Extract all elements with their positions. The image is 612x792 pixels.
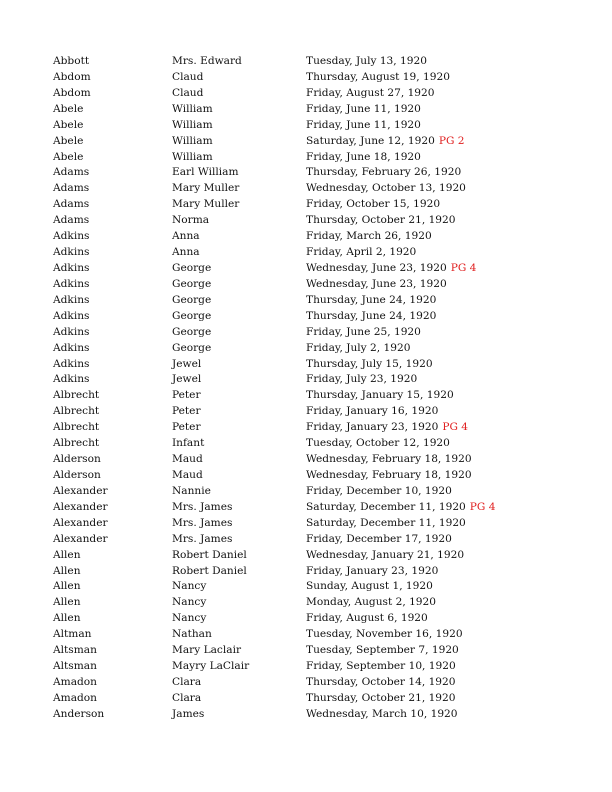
date-cell bbox=[306, 86, 566, 102]
first-name: Mayry LaClair bbox=[172, 660, 250, 673]
date: Friday, January 23, 1920 bbox=[306, 421, 439, 434]
date-cell bbox=[306, 404, 566, 420]
last-name: Allen bbox=[53, 612, 81, 625]
first-name: Mary Laclair bbox=[172, 644, 242, 657]
record-row bbox=[53, 468, 573, 484]
last-name: Adams bbox=[53, 182, 90, 195]
date: Saturday, December 11, 1920 bbox=[306, 516, 466, 529]
first-name: William bbox=[172, 134, 213, 147]
first-name: Earl William bbox=[172, 166, 239, 179]
date: Friday, June 18, 1920 bbox=[306, 150, 421, 163]
first-name: William bbox=[172, 118, 213, 131]
first-name: George bbox=[172, 277, 212, 290]
last-name: Abele bbox=[53, 150, 84, 163]
first-name: George bbox=[172, 341, 212, 354]
date: Thursday, October 21, 1920 bbox=[306, 214, 456, 227]
date: Friday, December 10, 1920 bbox=[306, 484, 452, 497]
last-name: Adkins bbox=[53, 293, 90, 306]
record-row bbox=[53, 70, 573, 86]
first-name: Mrs. James bbox=[172, 516, 233, 529]
record-row bbox=[53, 134, 573, 150]
first-name: Infant bbox=[172, 437, 205, 450]
record-row bbox=[53, 341, 573, 357]
record-row bbox=[53, 564, 573, 580]
last-name: Albrecht bbox=[53, 405, 100, 418]
page-reference: PG 4 bbox=[450, 261, 477, 274]
first-name: Claud bbox=[172, 70, 204, 83]
record-row bbox=[53, 277, 573, 293]
date: Friday, April 2, 1920 bbox=[306, 246, 417, 259]
first-name: George bbox=[172, 309, 212, 322]
date: Thursday, June 24, 1920 bbox=[306, 309, 437, 322]
date: Friday, June 11, 1920 bbox=[306, 118, 421, 131]
date-cell bbox=[306, 213, 566, 229]
first-name: Peter bbox=[172, 405, 201, 418]
date-cell bbox=[306, 420, 566, 436]
last-name: Albrecht bbox=[53, 421, 100, 434]
record-row bbox=[53, 261, 573, 277]
date: Friday, August 6, 1920 bbox=[306, 612, 428, 625]
date-cell bbox=[306, 388, 566, 404]
first-name: Nancy bbox=[172, 612, 207, 625]
first-name: Maud bbox=[172, 453, 203, 466]
record-row bbox=[53, 436, 573, 452]
last-name: Adkins bbox=[53, 261, 90, 274]
last-name: Adkins bbox=[53, 341, 90, 354]
record-row bbox=[53, 420, 573, 436]
record-row bbox=[53, 229, 573, 245]
record-row bbox=[53, 245, 573, 261]
date-cell bbox=[306, 197, 566, 213]
record-row bbox=[53, 675, 573, 691]
record-row bbox=[53, 691, 573, 707]
date: Friday, August 27, 1920 bbox=[306, 86, 435, 99]
date: Friday, March 26, 1920 bbox=[306, 230, 432, 243]
date: Friday, June 25, 1920 bbox=[306, 325, 421, 338]
date: Wednesday, June 23, 1920 bbox=[306, 261, 447, 274]
record-row bbox=[53, 197, 573, 213]
first-name: Anna bbox=[172, 246, 200, 259]
first-name: Mrs. James bbox=[172, 500, 233, 513]
date-cell bbox=[306, 325, 566, 341]
date-cell bbox=[306, 564, 566, 580]
record-row bbox=[53, 595, 573, 611]
date: Tuesday, November 16, 1920 bbox=[306, 628, 463, 641]
last-name: Albrecht bbox=[53, 437, 100, 450]
record-row bbox=[53, 707, 573, 723]
date-cell bbox=[306, 118, 566, 134]
last-name: Adkins bbox=[53, 230, 90, 243]
date-cell bbox=[306, 436, 566, 452]
last-name: Allen bbox=[53, 548, 81, 561]
first-name: Peter bbox=[172, 421, 201, 434]
first-name: George bbox=[172, 325, 212, 338]
last-name: Anderson bbox=[53, 707, 105, 720]
date: Tuesday, October 12, 1920 bbox=[306, 437, 450, 450]
last-name: Adkins bbox=[53, 357, 90, 370]
record-row bbox=[53, 611, 573, 627]
date: Sunday, August 1, 1920 bbox=[306, 580, 433, 593]
first-name: James bbox=[172, 707, 205, 720]
record-row bbox=[53, 516, 573, 532]
date: Thursday, October 14, 1920 bbox=[306, 675, 456, 688]
last-name: Alexander bbox=[53, 484, 108, 497]
page-reference: PG 4 bbox=[469, 500, 496, 513]
date-cell bbox=[306, 548, 566, 564]
record-row bbox=[53, 452, 573, 468]
date-cell bbox=[306, 261, 566, 277]
date-cell bbox=[306, 643, 566, 659]
first-name: Robert Daniel bbox=[172, 564, 247, 577]
record-row bbox=[53, 627, 573, 643]
date: Friday, July 23, 1920 bbox=[306, 373, 418, 386]
date: Friday, September 10, 1920 bbox=[306, 660, 456, 673]
date-cell bbox=[306, 277, 566, 293]
record-row bbox=[53, 643, 573, 659]
last-name: Amadon bbox=[53, 691, 97, 704]
date: Monday, August 2, 1920 bbox=[306, 596, 437, 609]
last-name: Albrecht bbox=[53, 389, 100, 402]
last-name: Abele bbox=[53, 118, 84, 131]
date: Friday, July 2, 1920 bbox=[306, 341, 411, 354]
date: Tuesday, July 13, 1920 bbox=[306, 55, 427, 67]
last-name: Allen bbox=[53, 580, 81, 593]
last-name: Abele bbox=[53, 134, 84, 147]
first-name: William bbox=[172, 150, 213, 163]
record-row bbox=[53, 388, 573, 404]
date-cell bbox=[306, 134, 566, 150]
last-name: Allen bbox=[53, 564, 81, 577]
record-row bbox=[53, 659, 573, 675]
record-row bbox=[53, 325, 573, 341]
date-cell bbox=[306, 357, 566, 373]
date: Friday, January 16, 1920 bbox=[306, 405, 439, 418]
first-name: Jewel bbox=[172, 373, 202, 386]
last-name: Alexander bbox=[53, 516, 108, 529]
last-name: Allen bbox=[53, 596, 81, 609]
page-reference: PG 2 bbox=[438, 134, 465, 147]
record-row bbox=[53, 86, 573, 102]
first-name: Mrs. James bbox=[172, 532, 233, 545]
date: Thursday, January 15, 1920 bbox=[306, 389, 454, 402]
date-cell bbox=[306, 707, 566, 723]
date: Wednesday, February 18, 1920 bbox=[306, 468, 472, 481]
date-cell bbox=[306, 181, 566, 197]
date: Friday, June 11, 1920 bbox=[306, 102, 421, 115]
record-row bbox=[53, 404, 573, 420]
record-row bbox=[53, 150, 573, 166]
date-cell bbox=[306, 659, 566, 675]
record-row bbox=[53, 579, 573, 595]
first-name: William bbox=[172, 102, 213, 115]
records-list bbox=[53, 54, 573, 723]
last-name: Adkins bbox=[53, 309, 90, 322]
date-cell bbox=[306, 691, 566, 707]
last-name: Alderson bbox=[53, 468, 101, 481]
last-name: Adams bbox=[53, 214, 90, 227]
first-name: Claud bbox=[172, 86, 204, 99]
record-row bbox=[53, 500, 573, 516]
first-name: Maud bbox=[172, 468, 203, 481]
date: Thursday, August 19, 1920 bbox=[306, 70, 450, 83]
date: Thursday, February 26, 1920 bbox=[306, 166, 462, 179]
first-name: Clara bbox=[172, 675, 202, 688]
last-name: Abdom bbox=[53, 70, 91, 83]
last-name: Altsman bbox=[53, 644, 97, 657]
date-cell bbox=[306, 611, 566, 627]
last-name: Alderson bbox=[53, 453, 101, 466]
last-name: Adkins bbox=[53, 373, 90, 386]
date-cell bbox=[306, 675, 566, 691]
date: Thursday, October 21, 1920 bbox=[306, 691, 456, 704]
last-name: Abele bbox=[53, 102, 84, 115]
date-cell bbox=[306, 579, 566, 595]
date-cell bbox=[306, 468, 566, 484]
last-name: Abbott bbox=[53, 55, 90, 67]
date: Friday, October 15, 1920 bbox=[306, 198, 441, 211]
date-cell bbox=[306, 70, 566, 86]
record-row bbox=[53, 532, 573, 548]
page-reference: PG 4 bbox=[442, 421, 469, 434]
date-cell bbox=[306, 102, 566, 118]
date: Friday, January 23, 1920 bbox=[306, 564, 439, 577]
last-name: Alexander bbox=[53, 500, 108, 513]
first-name: George bbox=[172, 261, 212, 274]
record-row bbox=[53, 357, 573, 373]
first-name: George bbox=[172, 293, 212, 306]
date: Thursday, July 15, 1920 bbox=[306, 357, 433, 370]
first-name: Mrs. Edward bbox=[172, 55, 242, 67]
record-row bbox=[53, 181, 573, 197]
date: Wednesday, March 10, 1920 bbox=[306, 707, 458, 720]
first-name: Anna bbox=[172, 230, 200, 243]
first-name: Nannie bbox=[172, 484, 211, 497]
date: Wednesday, February 18, 1920 bbox=[306, 453, 472, 466]
date: Saturday, December 11, 1920 bbox=[306, 500, 466, 513]
first-name: Clara bbox=[172, 691, 202, 704]
date: Wednesday, June 23, 1920 bbox=[306, 277, 447, 290]
first-name: Nancy bbox=[172, 596, 207, 609]
record-row bbox=[53, 118, 573, 134]
first-name: Mary Muller bbox=[172, 182, 240, 195]
date-cell bbox=[306, 484, 566, 500]
first-name: Robert Daniel bbox=[172, 548, 247, 561]
last-name: Alexander bbox=[53, 532, 108, 545]
record-row bbox=[53, 102, 573, 118]
date: Friday, December 17, 1920 bbox=[306, 532, 452, 545]
date-cell bbox=[306, 293, 566, 309]
date-cell bbox=[306, 245, 566, 261]
last-name: Adkins bbox=[53, 277, 90, 290]
last-name: Adams bbox=[53, 166, 90, 179]
record-row bbox=[53, 548, 573, 564]
last-name: Abdom bbox=[53, 86, 91, 99]
record-row bbox=[53, 309, 573, 325]
record-row bbox=[53, 54, 573, 70]
first-name: Mary Muller bbox=[172, 198, 240, 211]
first-name: Jewel bbox=[172, 357, 202, 370]
record-row bbox=[53, 165, 573, 181]
date-cell bbox=[306, 165, 566, 181]
last-name: Altsman bbox=[53, 660, 97, 673]
date-cell bbox=[306, 516, 566, 532]
last-name: Amadon bbox=[53, 675, 97, 688]
first-name: Norma bbox=[172, 214, 210, 227]
date-cell bbox=[306, 595, 566, 611]
date-cell bbox=[306, 229, 566, 245]
date-cell bbox=[306, 627, 566, 643]
last-name: Adkins bbox=[53, 325, 90, 338]
date: Tuesday, September 7, 1920 bbox=[306, 644, 459, 657]
last-name: Altman bbox=[53, 628, 92, 641]
date-cell bbox=[306, 372, 566, 388]
first-name: Peter bbox=[172, 389, 201, 402]
last-name: Adams bbox=[53, 198, 90, 211]
date: Saturday, June 12, 1920 bbox=[306, 134, 435, 147]
record-row bbox=[53, 293, 573, 309]
first-name: Nathan bbox=[172, 628, 212, 641]
date-cell bbox=[306, 500, 566, 516]
date-cell bbox=[306, 150, 566, 166]
first-name: Nancy bbox=[172, 580, 207, 593]
date-cell bbox=[306, 341, 566, 357]
date-cell bbox=[306, 452, 566, 468]
date: Wednesday, October 13, 1920 bbox=[306, 182, 466, 195]
date-cell bbox=[306, 309, 566, 325]
record-row bbox=[53, 484, 573, 500]
date: Thursday, June 24, 1920 bbox=[306, 293, 437, 306]
date-cell bbox=[306, 54, 566, 70]
date-cell bbox=[306, 532, 566, 548]
record-row bbox=[53, 213, 573, 229]
last-name: Adkins bbox=[53, 246, 90, 259]
record-row bbox=[53, 372, 573, 388]
date: Wednesday, January 21, 1920 bbox=[306, 548, 465, 561]
